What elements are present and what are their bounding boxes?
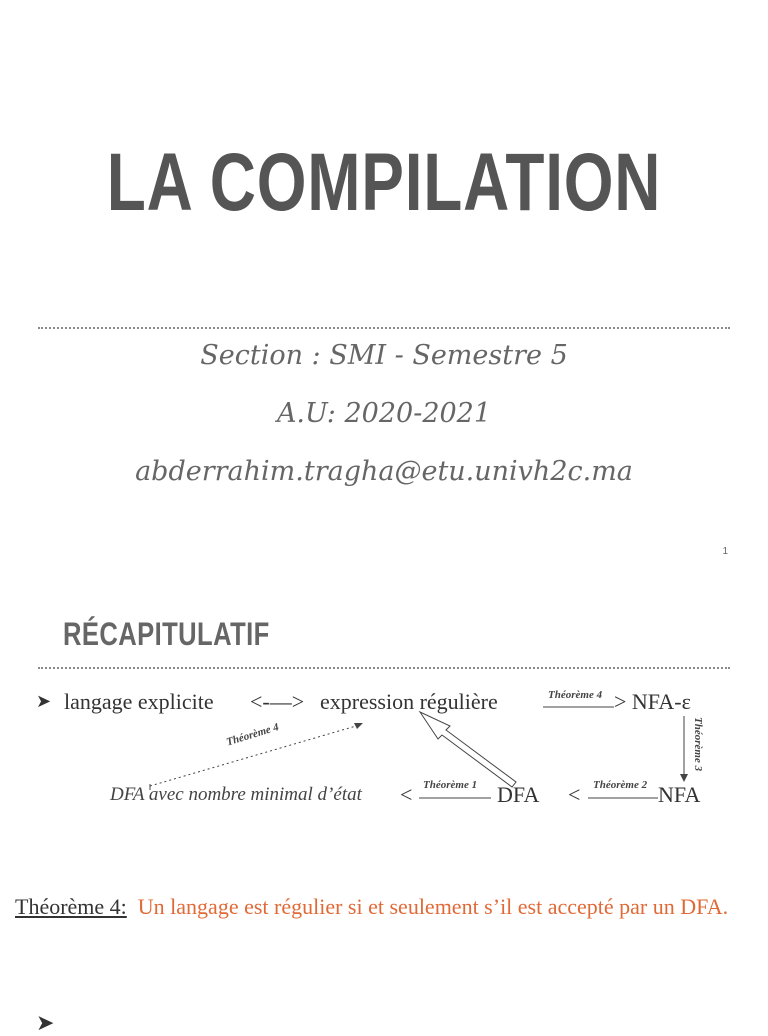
biarrow-label: <-—> <box>250 689 305 714</box>
slide-title: LA COMPILATION <box>106 137 662 228</box>
theorem3-label: Théorème 3 <box>692 717 704 772</box>
less-than-1: < <box>400 782 413 807</box>
theorem3-arrowhead-icon <box>680 774 688 782</box>
theorem-text: Un langage est régulier si et seulement s’il est accepté par un DFA. <box>137 894 729 919</box>
nfa-label: NFA <box>658 782 701 807</box>
theorem4-dotted-line <box>150 726 356 786</box>
section-text: Section : SMI - Semestre 5 <box>200 340 568 371</box>
theorem1-label: Théorème 1 <box>423 779 478 791</box>
theorem4-top-label: Théorème 4 <box>548 689 603 701</box>
arrowhead-bullet-icon: ➤ <box>36 691 52 712</box>
bullet-icon: ➤ <box>36 1010 55 1035</box>
page-number: 1 <box>722 546 728 557</box>
explicit-language-label: langage explicite <box>64 689 214 714</box>
minimal-dfa-label: DFA avec nombre minimal d’état <box>110 784 362 805</box>
theorem2-label: Théorème 2 <box>593 779 648 791</box>
dotted-divider <box>38 327 730 329</box>
theorem-statement <box>15 890 755 924</box>
nfa-epsilon-label: > NFA-ε <box>614 689 691 714</box>
diagram-arrows <box>0 576 768 1024</box>
hollow-arrow-icon <box>420 712 516 787</box>
less-than-2: < <box>568 782 581 807</box>
theorem-label: Théorème 4: <box>15 894 127 919</box>
cut-off-bullet-line <box>36 1010 54 1036</box>
email-text: abderrahim.tragha@etu.univh2c.ma <box>135 456 633 487</box>
dfa-label: DFA <box>497 782 540 807</box>
theorem4-diagonal-label: Théorème 4 <box>225 721 281 749</box>
slide-heading: RÉCAPITULATIF <box>63 616 270 652</box>
academic-year-text: A.U: 2020-2021 <box>276 398 492 429</box>
regex-label: expression régulière <box>320 689 498 714</box>
dotted-arrowhead-icon <box>354 723 363 729</box>
recap-slide <box>0 576 768 1035</box>
